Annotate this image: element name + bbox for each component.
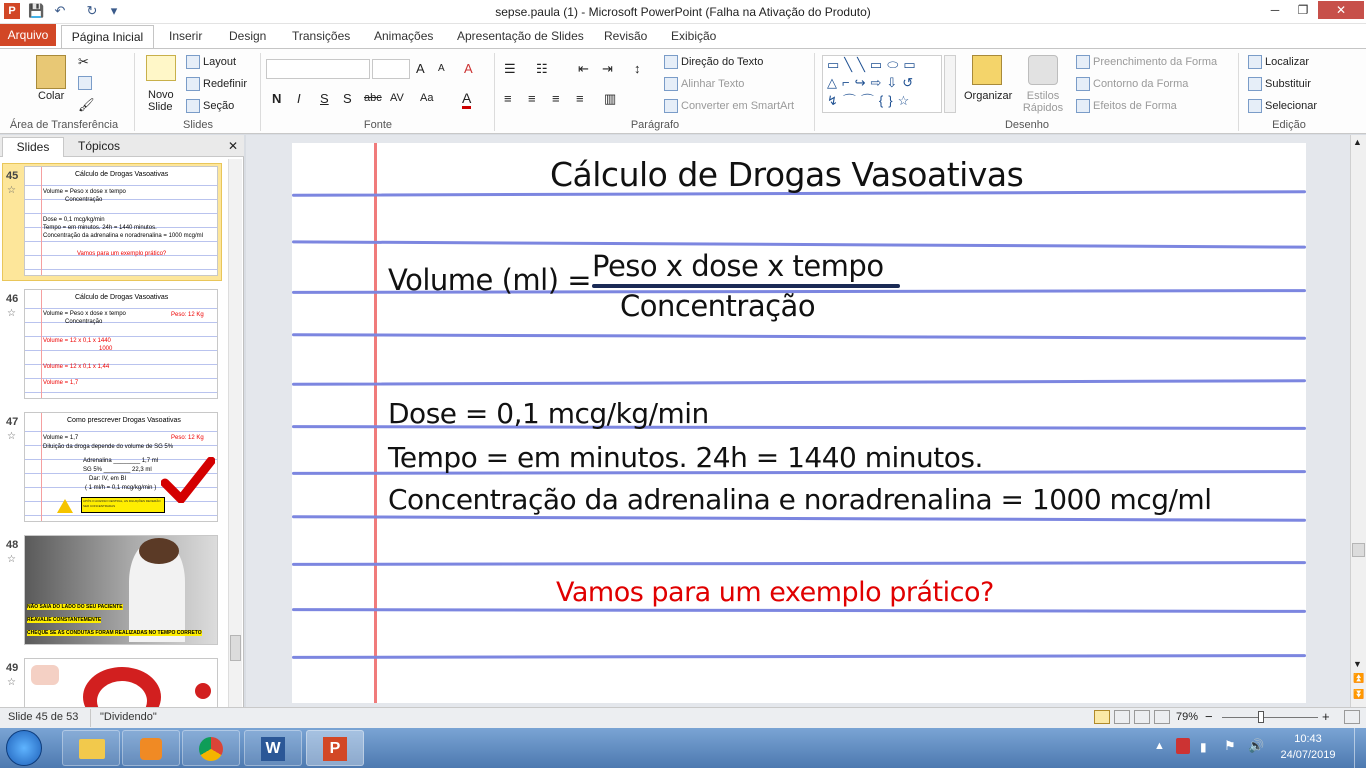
numbering-icon[interactable]: ☷: [536, 61, 548, 76]
layout-icon: [186, 55, 200, 69]
tempo-text[interactable]: Tempo = em minutos. 24h = 1440 minutos.: [388, 441, 983, 474]
formula-volume-label[interactable]: Volume (ml) =: [388, 263, 592, 297]
folder-icon: [79, 739, 105, 759]
paragraph-group-label: Parágrafo: [630, 119, 680, 131]
tab-outline[interactable]: Tópicos: [78, 139, 121, 153]
notebook-margin-line: [374, 143, 377, 703]
thumbnail-title: Cálculo de Drogas Vasoativas: [75, 294, 169, 301]
quick-styles-icon[interactable]: [1028, 55, 1058, 85]
smartart-label: Converter em SmartArt: [681, 99, 795, 112]
thumbnail-number: 48: [6, 539, 19, 551]
star-icon: ☆: [7, 554, 16, 565]
thumbnail-text: ( 1 ml/h = 0,1 mcg/kg/min ): [85, 485, 157, 491]
clock-date[interactable]: 24/07/2019: [1280, 749, 1336, 761]
clipboard-group-label: Área de Transferência: [9, 119, 119, 131]
smartart-button[interactable]: [664, 99, 794, 113]
thumbnail-text: Volume = 12 x 0,1 x 1,44: [43, 364, 110, 370]
thumbnail-text: SG 5% ________ 22,3 ml: [83, 467, 152, 473]
thumbnail-text: CHEQUE SE AS CONDUTAS FORAM REALIZADAS NO TEMPO CORRETO: [27, 630, 202, 636]
font-name-input[interactable]: [266, 59, 370, 79]
thumbnail-text: Volume = 12 x 0,1 x 1440: [43, 338, 111, 344]
select-button[interactable]: [1248, 99, 1317, 113]
start-button[interactable]: [6, 730, 42, 766]
find-label: Localizar: [1265, 55, 1310, 68]
font-group-label: Fonte: [363, 119, 393, 131]
thumbnail-slide-45[interactable]: [24, 166, 218, 276]
pane-tabs: [0, 135, 244, 157]
arrange-icon[interactable]: [972, 55, 1002, 85]
shrink-font-icon[interactable]: A: [438, 63, 445, 74]
slide-canvas[interactable]: [292, 143, 1306, 703]
drawing-group-label: Desenho: [1004, 119, 1050, 131]
concentration-text[interactable]: Concentração da adrenalina e noradrenalina = 1000 mcg/ml: [388, 483, 1212, 516]
flag-icon[interactable]: ⚑: [1224, 738, 1236, 753]
text-direction-icon: [664, 55, 678, 69]
zoom-slider-thumb[interactable]: [1258, 711, 1264, 723]
save-icon[interactable]: 💾: [28, 3, 45, 18]
doctor-photo-hair: [139, 538, 179, 564]
shadow-button[interactable]: S: [343, 91, 352, 106]
shape-fill-label: Preenchimento da Forma: [1093, 55, 1218, 68]
shape-outline-button[interactable]: [1076, 77, 1188, 91]
title-bar: [0, 0, 1366, 24]
slide-counter: Slide 45 de 53: [8, 711, 79, 723]
reset-icon: [186, 77, 200, 91]
bullets-icon[interactable]: ☰: [504, 61, 516, 76]
format-painter-icon[interactable]: 🖌: [78, 97, 95, 112]
align-text-label: Alinhar Texto: [681, 77, 745, 90]
replace-icon: [1248, 77, 1262, 91]
align-right-icon[interactable]: ≡: [552, 91, 560, 106]
star-icon: ☆: [7, 308, 16, 319]
theme-name[interactable]: "Dividendo": [100, 711, 157, 723]
thumbnail-number: 47: [6, 416, 19, 428]
thumbnail-illustration: [195, 683, 211, 699]
tab-animations[interactable]: Animações: [374, 29, 434, 43]
thumbnail-text: Volume = 1,7: [43, 380, 79, 386]
thumbnail-number: 46: [6, 293, 19, 305]
thumbnail-scroll-thumb[interactable]: [230, 635, 241, 661]
paste-button[interactable]: Colar: [38, 90, 65, 102]
font-size-input[interactable]: [372, 59, 410, 79]
justify-icon[interactable]: ≡: [576, 91, 584, 106]
windows-taskbar: [0, 728, 1366, 768]
reading-view-icon[interactable]: [1134, 710, 1150, 724]
zoom-in-icon[interactable]: +: [1322, 709, 1330, 724]
taskbar-media-player[interactable]: [122, 730, 180, 766]
font-color-button[interactable]: A: [462, 90, 471, 109]
thumbnail-text: Volume = Peso x dose x tempo: [43, 189, 126, 195]
reset-button[interactable]: [186, 77, 247, 91]
scroll-down-icon[interactable]: ▼: [1353, 659, 1362, 669]
thumbnail-text: Concentração: [65, 319, 103, 325]
text-direction-button[interactable]: [664, 55, 763, 69]
cut-icon[interactable]: ✂: [78, 54, 89, 69]
shapes-gallery[interactable]: ▭╲╲▭⬭▭ △⌐↪⇨⇩↺ ↯⌒⌒{}☆: [822, 55, 942, 113]
fraction-bar: [592, 284, 900, 288]
close-pane-icon[interactable]: ✕: [228, 139, 239, 153]
thumbnail-title: Cálculo de Drogas Vasoativas: [75, 171, 169, 178]
section-icon: [186, 99, 200, 113]
formula-numerator[interactable]: Peso x dose x tempo: [592, 249, 884, 283]
slide-editing-area: [246, 135, 1350, 707]
undo-icon[interactable]: ↶: [54, 3, 66, 18]
shape-fill-button[interactable]: [1076, 55, 1217, 69]
volume-icon[interactable]: 🔊: [1248, 738, 1265, 753]
decrease-indent-icon[interactable]: ⇤: [578, 61, 589, 76]
thumbnail-scrollbar[interactable]: [228, 159, 242, 707]
copy-icon[interactable]: [78, 76, 95, 90]
thumbnail-number: 45: [6, 170, 19, 182]
normal-view-icon[interactable]: [1094, 710, 1110, 724]
taskbar-powerpoint[interactable]: [306, 730, 364, 766]
slide-thumbnail-pane: [0, 135, 244, 707]
tab-home[interactable]: Página Inicial: [61, 25, 154, 49]
scroll-up-icon[interactable]: ▲: [1353, 137, 1362, 147]
thumbnail-text: Tempo = em minutos. 24h = 1440 minutos.: [43, 225, 157, 231]
slide-sorter-icon[interactable]: [1114, 710, 1130, 724]
smartart-icon: [664, 99, 678, 113]
shape-effects-button[interactable]: [1076, 99, 1177, 113]
shape-effects-label: Efeitos de Forma: [1093, 99, 1177, 112]
next-slide-icon[interactable]: ⏬: [1353, 689, 1365, 699]
window-title: sepse.paula (1) - Microsoft PowerPoint (Falha na Ativação do Produto): [495, 5, 871, 19]
section-button[interactable]: [186, 99, 234, 113]
zoom-level[interactable]: 79%: [1176, 711, 1199, 723]
thumbnail-text: Adrenalina ________ 1,7 ml: [83, 458, 159, 464]
shape-outline-icon: [1076, 77, 1090, 91]
increase-indent-icon[interactable]: ⇥: [602, 61, 613, 76]
clear-format-icon[interactable]: A: [464, 61, 473, 76]
chrome-icon: [199, 737, 223, 761]
tab-design[interactable]: Design: [229, 29, 267, 43]
quick-styles-button[interactable]: Estilos Rápidos: [1022, 90, 1064, 114]
close-icon[interactable]: ✕: [1318, 1, 1364, 19]
word-icon: W: [261, 737, 285, 761]
find-button[interactable]: [1248, 55, 1309, 69]
fit-to-window-icon[interactable]: [1344, 710, 1360, 724]
new-slide-icon[interactable]: [146, 55, 176, 81]
thumbnail-text: REAVALIE CONSTANTEMENTE: [27, 617, 102, 623]
slide-title[interactable]: Cálculo de Drogas Vasoativas: [550, 155, 1024, 194]
thumbnail-text: Volume = Peso x dose x tempo: [43, 311, 126, 317]
zoom-out-icon[interactable]: −: [1205, 709, 1213, 724]
tab-slideshow[interactable]: Apresentação de Slides: [457, 29, 584, 43]
underline-button[interactable]: S: [320, 91, 329, 106]
strikethrough-button[interactable]: abc: [364, 92, 382, 104]
tab-slides[interactable]: Slides: [2, 137, 64, 157]
bold-button[interactable]: N: [272, 91, 282, 106]
slides-group-label: Slides: [183, 119, 213, 131]
star-icon: ☆: [7, 677, 16, 688]
shape-effects-icon: [1076, 99, 1090, 113]
star-icon: ☆: [7, 431, 16, 442]
thumbnail-text: Dar: IV, em BI: [89, 476, 127, 482]
columns-icon[interactable]: ▥: [604, 91, 617, 106]
shape-fill-icon: [1076, 55, 1090, 69]
thumbnail-text: Dose = 0,1 mcg/kg/min: [43, 217, 105, 223]
shapes-gallery-scroll[interactable]: [944, 55, 956, 113]
arrange-button[interactable]: Organizar: [964, 90, 1013, 102]
customize-toolbar-icon[interactable]: ▾: [110, 3, 118, 18]
powerpoint-icon: P: [323, 737, 347, 761]
thumbnail-text: Peso: 12 Kg: [171, 312, 204, 318]
taskbar-chrome[interactable]: [182, 730, 240, 766]
minimize-icon[interactable]: ─: [1270, 3, 1280, 17]
align-left-icon[interactable]: ≡: [504, 91, 512, 106]
thumbnail-slide-46[interactable]: [24, 289, 218, 399]
slide-scroll-thumb[interactable]: [1352, 543, 1365, 557]
align-center-icon[interactable]: ≡: [528, 91, 536, 106]
paste-icon[interactable]: [36, 55, 66, 89]
replace-label: Substituir: [1265, 77, 1311, 90]
grow-font-icon[interactable]: A: [416, 61, 425, 76]
star-icon: ☆: [7, 185, 16, 196]
thumbnail-text: Volume = 1,7: [43, 435, 79, 441]
thumbnail-text: Concentração: [65, 197, 103, 203]
thumbnail-text: Vamos para um exemplo prático?: [77, 251, 167, 257]
thumbnail-text: Diluição da droga depende do volume de SG 5%: [43, 444, 174, 450]
zoom-slider[interactable]: [1222, 717, 1318, 718]
thumbnail-warning-note: APÓS O ACESSO CENTRAL, AS DILUIÇÕES DEVERÃO SER CONCENTRADAS: [81, 497, 165, 513]
shape-outline-label: Contorno da Forma: [1093, 77, 1189, 90]
restore-icon[interactable]: ❐: [1297, 3, 1309, 17]
align-text-button[interactable]: [664, 77, 744, 91]
select-label: Selecionar: [1265, 99, 1317, 112]
redo-icon[interactable]: ↻: [86, 3, 98, 18]
taskbar-explorer[interactable]: [62, 730, 120, 766]
clock-time[interactable]: 10:43: [1294, 733, 1322, 745]
checkmark-icon: [161, 457, 215, 503]
find-icon: [1248, 55, 1262, 69]
replace-button[interactable]: [1248, 77, 1311, 91]
slideshow-icon[interactable]: [1154, 710, 1170, 724]
show-desktop-button[interactable]: [1354, 728, 1366, 768]
thumbnail-number: 49: [6, 662, 19, 674]
tab-view[interactable]: Exibição: [671, 29, 717, 43]
reset-label: Redefinir: [203, 77, 248, 90]
new-slide-button[interactable]: Novo Slide: [148, 89, 174, 113]
notification-icon[interactable]: [1176, 738, 1190, 754]
align-text-icon: [664, 77, 678, 91]
thumbnail-slide-49[interactable]: [24, 658, 218, 707]
network-icon[interactable]: ▮: [1200, 740, 1207, 754]
layout-button[interactable]: [186, 55, 236, 69]
thumbnail-slide-47[interactable]: [24, 412, 218, 522]
char-spacing-button[interactable]: AV: [390, 92, 404, 104]
show-hidden-icons[interactable]: ▲: [1154, 740, 1165, 752]
thumbnail-title: Como prescrever Drogas Vasoativas: [67, 417, 181, 424]
change-case-button[interactable]: Aa: [420, 92, 434, 104]
thumbnail-text: Concentração da adrenalina e noradrenalina = 1000 mcg/ml: [43, 233, 203, 239]
thumbnail-illustration: [31, 665, 59, 685]
thumbnail-text: 1000: [99, 346, 113, 352]
tab-insert[interactable]: Inserir: [169, 29, 203, 43]
thumbnail-text: NÃO SAIA DO LADO DO SEU PACIENTE: [27, 604, 123, 610]
text-direction-label: Direção do Texto: [681, 55, 764, 68]
slide-scrollbar[interactable]: [1350, 135, 1366, 707]
section-label: Seção: [203, 99, 235, 112]
dose-text[interactable]: Dose = 0,1 mcg/kg/min: [388, 397, 709, 430]
practical-example-question[interactable]: Vamos para um exemplo prático?: [556, 577, 994, 608]
taskbar-word[interactable]: [244, 730, 302, 766]
select-icon: [1248, 99, 1262, 113]
editing-group-label: Edição: [1272, 119, 1306, 131]
line-spacing-icon[interactable]: ↕: [634, 61, 641, 76]
layout-label: Layout: [203, 55, 237, 68]
powerpoint-app-icon[interactable]: P: [4, 3, 20, 19]
ribbon: [0, 48, 1366, 134]
italic-button[interactable]: I: [297, 91, 301, 106]
formula-denominator[interactable]: Concentração: [620, 289, 816, 323]
previous-slide-icon[interactable]: ⏫: [1353, 673, 1365, 683]
thumbnail-slide-48[interactable]: [24, 535, 218, 645]
tab-transitions[interactable]: Transições: [292, 29, 351, 43]
media-player-icon: [140, 738, 162, 760]
status-bar: [0, 707, 1366, 728]
tab-file[interactable]: Arquivo: [0, 24, 56, 46]
tab-review[interactable]: Revisão: [604, 29, 648, 43]
thumbnail-text: Peso: 12 Kg: [171, 435, 204, 441]
